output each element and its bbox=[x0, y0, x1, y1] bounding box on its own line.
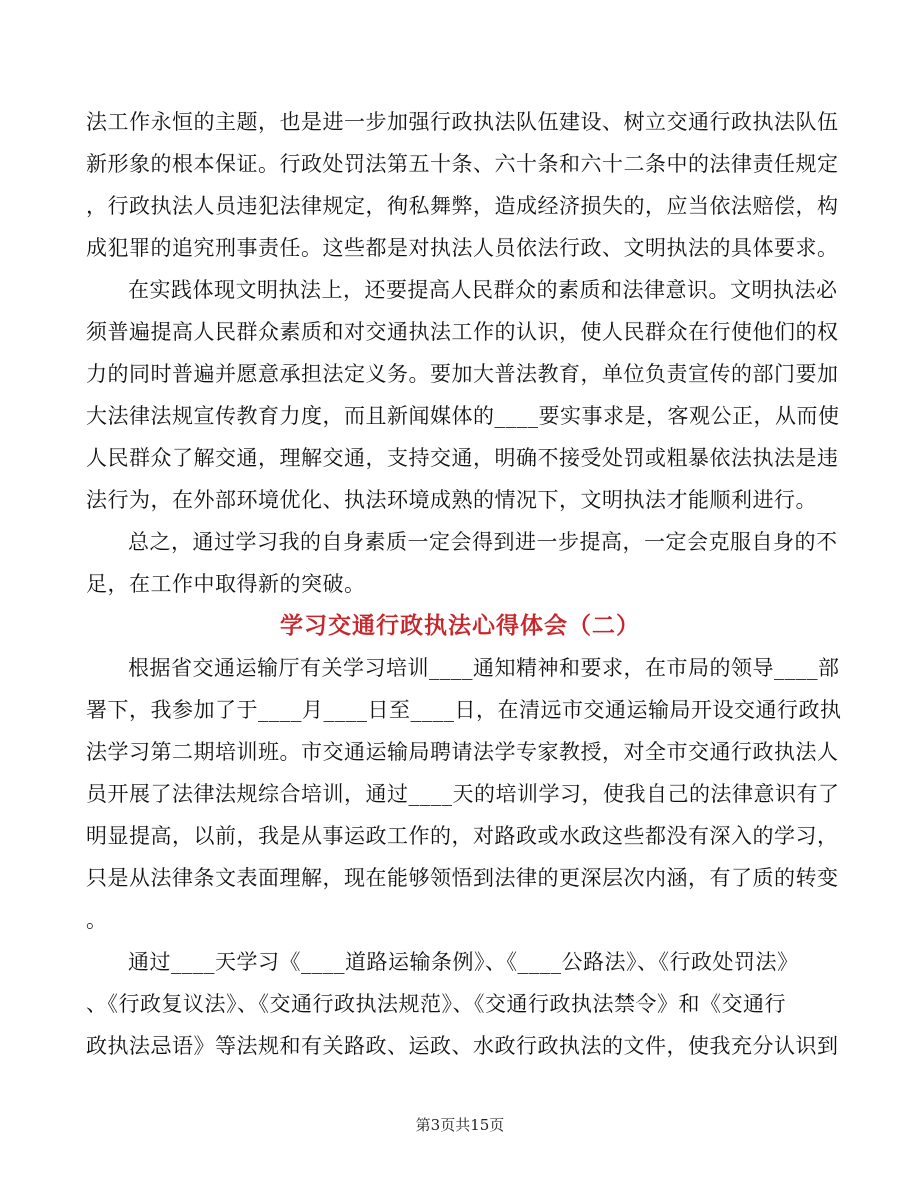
paragraph-line: 法行为，在外部环境优化、执法环境成熟的情况下，文明执法才能顺利进行。 bbox=[86, 488, 817, 512]
paragraph-line: ，行政执法人员违犯法律规定，徇私舞弊，造成经济损失的，应当依法赔偿，构 bbox=[86, 194, 839, 218]
page-number: 第3页共15页 bbox=[415, 1116, 505, 1134]
paragraph-line: 法工作永恒的主题，也是进一步加强行政执法队伍建设、树立交通行政执法队伍 bbox=[86, 110, 839, 134]
paragraph-line: 署下，我参加了于____月____日至____日，在清远市交通运输局开设交通行政执 bbox=[86, 698, 842, 722]
paragraph-line: 足，在工作中取得新的突破。 bbox=[86, 572, 366, 596]
paragraph-line: 员开展了法律法规综合培训，通过____天的培训学习，使我自己的法律意识有了 bbox=[86, 782, 840, 806]
paragraph-line: 政执法忌语》等法规和有关路政、运政、水政行政执法的文件，使我充分认识到 bbox=[86, 1034, 839, 1058]
paragraph-line: 人民群众了解交通，理解交通，支持交通，明确不接受处罚或粗暴依法执法是违 bbox=[86, 446, 839, 470]
paragraph-line: 明显提高，以前，我是从事运政工作的，对路政或水政这些都没有深入的学习， bbox=[86, 824, 839, 848]
paragraph-line: 成犯罪的追究刑事责任。这些都是对执法人员依法行政、文明执法的具体要求。 bbox=[86, 236, 839, 260]
paragraph-line: 法学习第二期培训班。市交通运输局聘请法学专家教授，对全市交通行政执法人 bbox=[86, 740, 839, 764]
paragraph-line: 在实践体现文明执法上，还要提高人民群众的素质和法律意识。文明执法必 bbox=[128, 278, 838, 302]
paragraph-line: 力的同时普遍并愿意承担法定义务。要加大普法教育，单位负责宣传的部门要加 bbox=[86, 362, 839, 386]
paragraph-line: 总之，通过学习我的自身素质一定会得到进一步提高，一定会克服自身的不 bbox=[128, 530, 838, 554]
paragraph-line: 。 bbox=[86, 908, 108, 932]
paragraph-line: 新形象的根本保证。行政处罚法第五十条、六十条和六十二条中的法律责任规定 bbox=[86, 152, 839, 176]
paragraph-line: 、《行政复议法》、《交通行政执法规范》、《交通行政执法禁令》和《交通行 bbox=[86, 992, 786, 1016]
paragraph-line: 须普遍提高人民群众素质和对交通执法工作的认识，使人民群众在行使他们的权 bbox=[86, 320, 839, 344]
paragraph-line: 根据省交通运输厅有关学习培训____通知精神和要求，在市局的领导____部 bbox=[128, 656, 840, 680]
paragraph-line: 只是从法律条文表面理解，现在能够领悟到法律的更深层次内涵，有了质的转变 bbox=[86, 866, 839, 890]
paragraph-line: 大法律法规宣传教育力度，而且新闻媒体的____要实事求是，客观公正，从而使 bbox=[86, 404, 840, 428]
paragraph-line: 通过____天学习《____道路运输条例》、《____公路法》、《行政处罚法》 bbox=[128, 950, 799, 974]
section-heading: 学习交通行政执法心得体会（二） bbox=[280, 612, 640, 639]
